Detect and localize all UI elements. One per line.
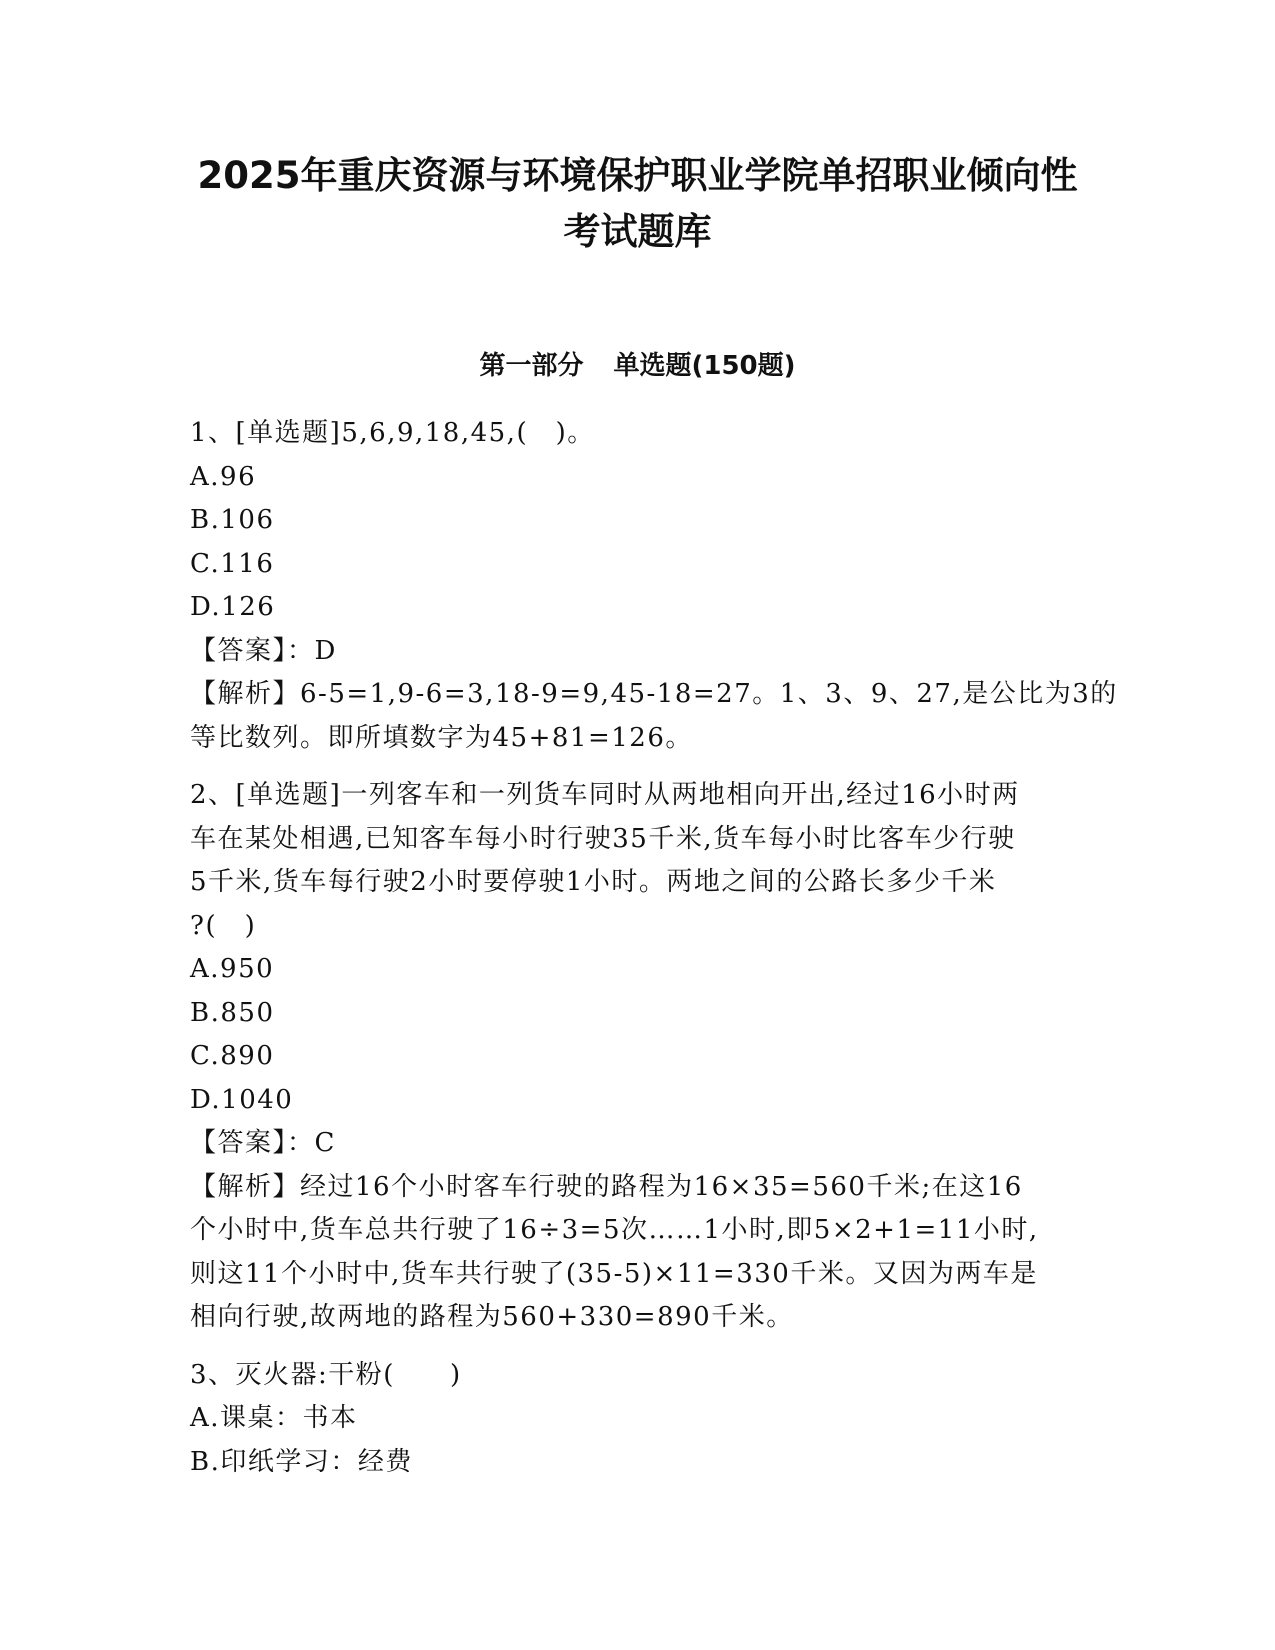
answer-label: 【答案】 [190,1128,288,1158]
answer-value: ：C [287,1128,336,1158]
analysis-line-1 [190,1166,1078,1210]
section-name: 单选题(150题) [613,351,796,381]
answer-line [190,630,1078,674]
analysis-line-3: 则这11个小时中,货车共行驶了(35-5)×11=330千米。又因为两车是 [190,1258,1038,1289]
section-part: 第一部分 [479,351,584,381]
question-stem: 3、灭火器:干粉( ) [190,1359,462,1390]
option-a: A.950 [190,954,275,984]
document-title-line-2: 考试题库 [563,210,712,253]
question-stem-line-4: ?( ) [190,910,257,941]
analysis-label: 【解析】 [190,1171,301,1202]
question-stem: 1、[单选题]5,6,9,18,45,( )。 [190,418,595,448]
option-a: A.课桌：书本 [190,1403,358,1433]
option-b: B.印纸学习：经费 [190,1446,413,1477]
question-list [190,412,1118,1484]
option-c: C.890 [190,1041,275,1071]
option-b: B.106 [190,505,275,535]
analysis-line-1 [190,673,1118,717]
question-2 [190,774,1078,1340]
option-a: A.96 [190,461,257,492]
analysis-line-2: 个小时中,货车总共行驶了16÷3=5次……1小时,即5×2+1=11小时, [190,1215,1039,1245]
analysis-text: 6-5=1,9-6=3,18-9=9,45-18=27。1、3、9、27,是公比为3的 [300,679,1118,709]
document-title-line-1: 2025年重庆资源与环境保护职业学院单招职业倾向性 [197,154,1078,197]
question-stem-line-3: 5千米,货车每行驶2小时要停驶1小时。两地之间的公路长多少千米 [190,867,997,897]
answer-value: ：D [287,635,337,666]
analysis-line-2: 等比数列。即所填数字为45+81=126。 [190,722,693,753]
answer-label: 【答案】 [190,635,288,666]
option-c: C.116 [190,548,275,579]
analysis-line-4: 相向行驶,故两地的路程为560+330=890千米。 [190,1302,794,1332]
question-stem-line-1: 2、[单选题]一列客车和一列货车同时从两地相向开出,经过16小时两 [190,780,1020,810]
section-heading [0,346,1275,386]
question-stem-line-2: 车在某处相遇,已知客车每小时行驶35千米,货车每小时比客车少行驶 [190,823,1016,854]
option-d: D.1040 [190,1084,294,1115]
question-3 [190,1354,1078,1485]
question-1 [190,412,1118,760]
analysis-text: 经过16个小时客车行驶的路程为16×35=560千米;在这16 [300,1171,1023,1202]
option-b: B.850 [190,997,275,1028]
answer-line [190,1122,1078,1166]
analysis-label: 【解析】 [190,679,301,709]
option-d: D.126 [190,592,276,622]
